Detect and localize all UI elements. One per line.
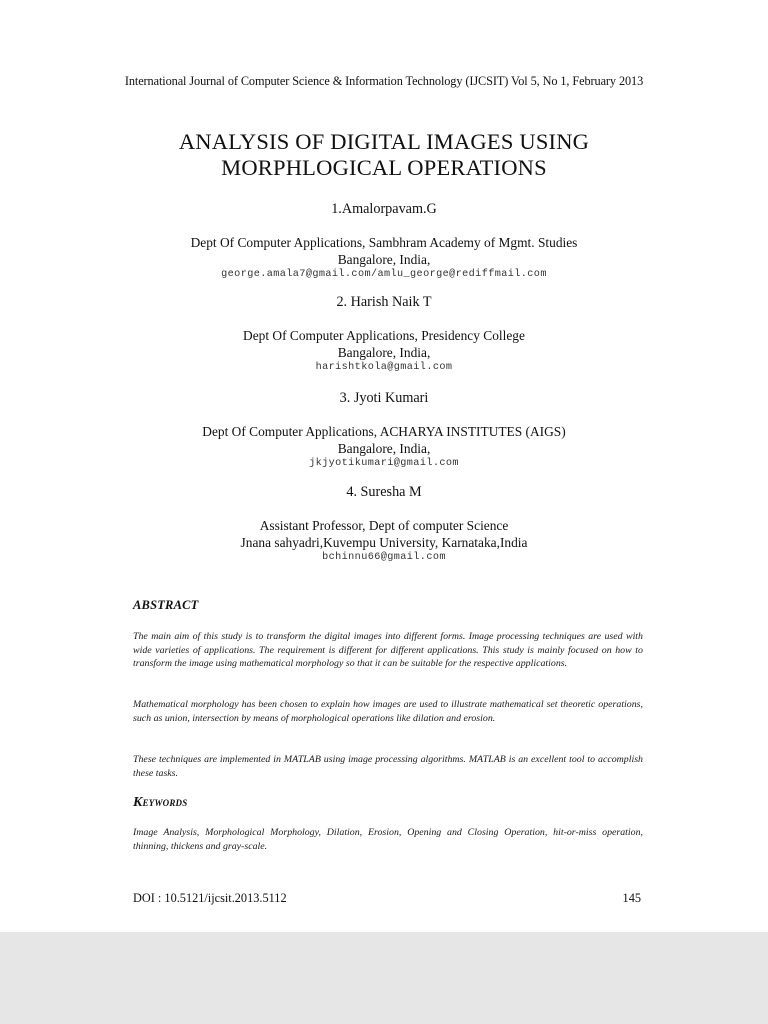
title-line-2: MORPHLOGICAL OPERATIONS (221, 155, 547, 180)
author-email: bchinnu66@gmail.com (322, 552, 446, 563)
author-email: harishtkola@gmail.com (315, 362, 453, 373)
abstract-paragraph-2: Mathematical morphology has been chosen to explain how images are used to illustrate mathematical set theoretic operations, such as union, intersection by means of morphological operations like dilation and erosion. (133, 699, 643, 724)
keywords-text: Image Analysis, Morphological Morphology, Dilation, Erosion, Opening and Closing Operation, hit-or-miss operation, thinning, thickens and gray-scale. (133, 827, 643, 852)
author-location: Bangalore, India, (337, 251, 431, 267)
abstract-paragraph-1: The main aim of this study is to transform the digital images into different forms. Image processing techniques are used with wide varieties of applications. The requirement is different for different applications. This study is mainly focused on how to transform the image using mathematical morphology so that it can be suitable for the respective applications. (133, 631, 643, 670)
author-affiliation: Assistant Professor, Dept of computer Science (259, 518, 509, 533)
author-name: 4. Suresha M (346, 484, 422, 500)
author-location: Bangalore, India, (337, 344, 431, 360)
journal-header: International Journal of Computer Science & Information Technology (IJCSIT) Vol 5, No 1, February 2013 (124, 74, 644, 88)
keywords-heading-initial: K (133, 795, 143, 810)
author-name: 3. Jyoti Kumari (339, 390, 429, 406)
author-affiliation: Dept Of Computer Applications, ACHARYA INSTITUTES (AIGS) (202, 424, 566, 439)
author-email: jkjyotikumari@gmail.com (309, 458, 459, 469)
author-block-4 (0, 484, 768, 564)
title-line-1: ANALYSIS OF DIGITAL IMAGES USING (178, 129, 590, 154)
author-affiliation: Dept Of Computer Applications, Presidency College (243, 328, 525, 343)
author-name: 2. Harish Naik T (336, 294, 432, 310)
footer-doi: DOI : 10.5121/ijcsit.2013.5112 (133, 891, 287, 905)
author-block-3 (0, 390, 768, 470)
author-affiliation: Dept Of Computer Applications, Sambhram Academy of Mgmt. Studies (190, 235, 578, 250)
author-location: Bangalore, India, (337, 440, 431, 456)
page-bottom-margin (0, 932, 768, 1024)
keywords-heading (133, 795, 187, 811)
author-location: Jnana sahyadri,Kuvempu University, Karnataka,India (240, 534, 528, 550)
abstract-heading: ABSTRACT (133, 598, 199, 612)
footer-page-number: 145 (622, 891, 641, 905)
paper-title (0, 129, 768, 181)
abstract-paragraph-3: These techniques are implemented in MATLAB using image processing algorithms. MATLAB is an excellent tool to accomplish these tasks. (133, 754, 643, 779)
author-email: george.amala7@gmail.com/amlu_george@rediffmail.com (221, 269, 547, 280)
keywords-heading-rest: eywords (142, 795, 188, 809)
author-block-2 (0, 294, 768, 374)
author-name: 1.Amalorpavam.G (331, 201, 437, 217)
author-block-1 (0, 201, 768, 281)
